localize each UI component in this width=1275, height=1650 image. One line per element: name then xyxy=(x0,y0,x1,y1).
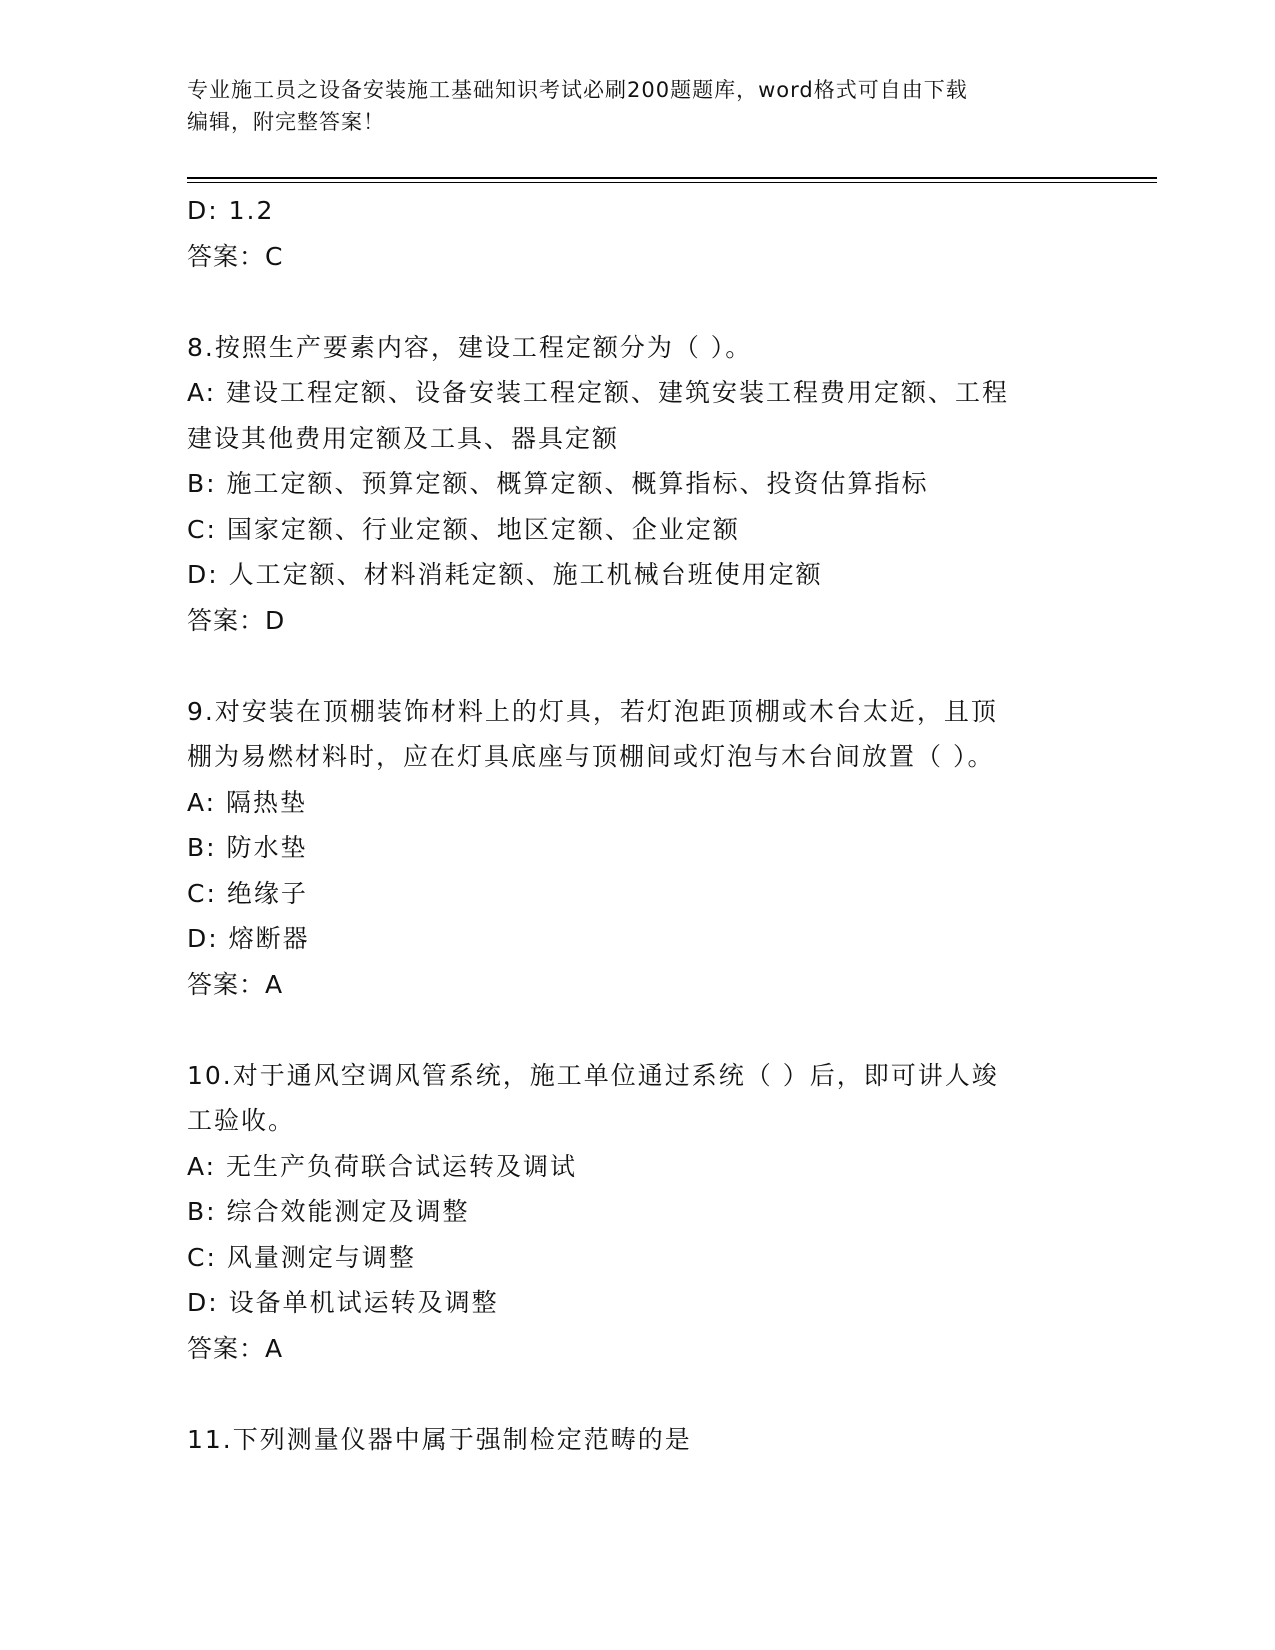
q10-option-a: A: 无生产负荷联合试运转及调试 xyxy=(187,1151,578,1181)
q9-answer: 答案：A xyxy=(187,969,284,999)
q8-option-b: B: 施工定额、预算定额、概算定额、概算指标、投资估算指标 xyxy=(187,469,929,498)
q8-answer: 答案：D xyxy=(187,605,286,635)
question-7-tail xyxy=(187,188,1087,279)
header-title-line2: 编辑，附完整答案！ xyxy=(187,110,385,134)
q9-stem-line1: 9.对安装在顶棚装饰材料上的灯具，若灯泡距顶棚或木台太近，且顶 xyxy=(187,696,998,726)
q10-option-d: D: 设备单机试运转及调整 xyxy=(187,1288,499,1317)
q9-option-c: C: 绝缘子 xyxy=(187,878,308,908)
q10-answer: 答案：A xyxy=(187,1333,284,1363)
spacer xyxy=(187,279,1087,325)
q7-option-d: D: 1.2 xyxy=(187,196,275,225)
spacer xyxy=(187,643,1087,689)
q9-option-a: A: 隔热垫 xyxy=(187,787,308,817)
q8-option-d: D: 人工定额、材料消耗定额、施工机械台班使用定额 xyxy=(187,560,823,589)
q9-option-d: D: 熔断器 xyxy=(187,924,310,953)
question-list xyxy=(187,188,1087,1462)
q10-stem-line1: 10.对于通风空调风管系统，施工单位通过系统（ ）后，即可讲人竣 xyxy=(187,1060,999,1090)
q7-answer: 答案：C xyxy=(187,241,284,271)
question-11 xyxy=(187,1417,1087,1463)
spacer xyxy=(187,1007,1087,1053)
document-header xyxy=(187,74,1067,138)
header-divider-thick xyxy=(187,177,1157,179)
q10-option-c: C: 风量测定与调整 xyxy=(187,1242,416,1272)
spacer xyxy=(187,1371,1087,1417)
q11-stem: 11.下列测量仪器中属于强制检定范畴的是 xyxy=(187,1424,692,1454)
q10-option-b: B: 综合效能测定及调整 xyxy=(187,1197,470,1226)
header-divider-thin xyxy=(187,182,1157,183)
question-9 xyxy=(187,689,1087,1008)
q9-option-b: B: 防水垫 xyxy=(187,833,308,862)
header-title-line1: 专业施工员之设备安装施工基础知识考试必刷200题题库，word格式可自由下载 xyxy=(187,78,968,102)
q8-option-a-line2: 建设其他费用定额及工具、器具定额 xyxy=(187,423,620,453)
q8-option-c: C: 国家定额、行业定额、地区定额、企业定额 xyxy=(187,514,740,544)
q8-option-a-line1: A: 建设工程定额、设备安装工程定额、建筑安装工程费用定额、工程 xyxy=(187,378,1010,407)
question-10 xyxy=(187,1053,1087,1372)
q9-stem-line2: 棚为易燃材料时，应在灯具底座与顶棚间或灯泡与木台间放置（ ）。 xyxy=(187,742,995,771)
q8-stem: 8.按照生产要素内容，建设工程定额分为（ ）。 xyxy=(187,332,753,362)
q10-stem-line2: 工验收。 xyxy=(187,1106,296,1135)
question-8 xyxy=(187,325,1087,644)
